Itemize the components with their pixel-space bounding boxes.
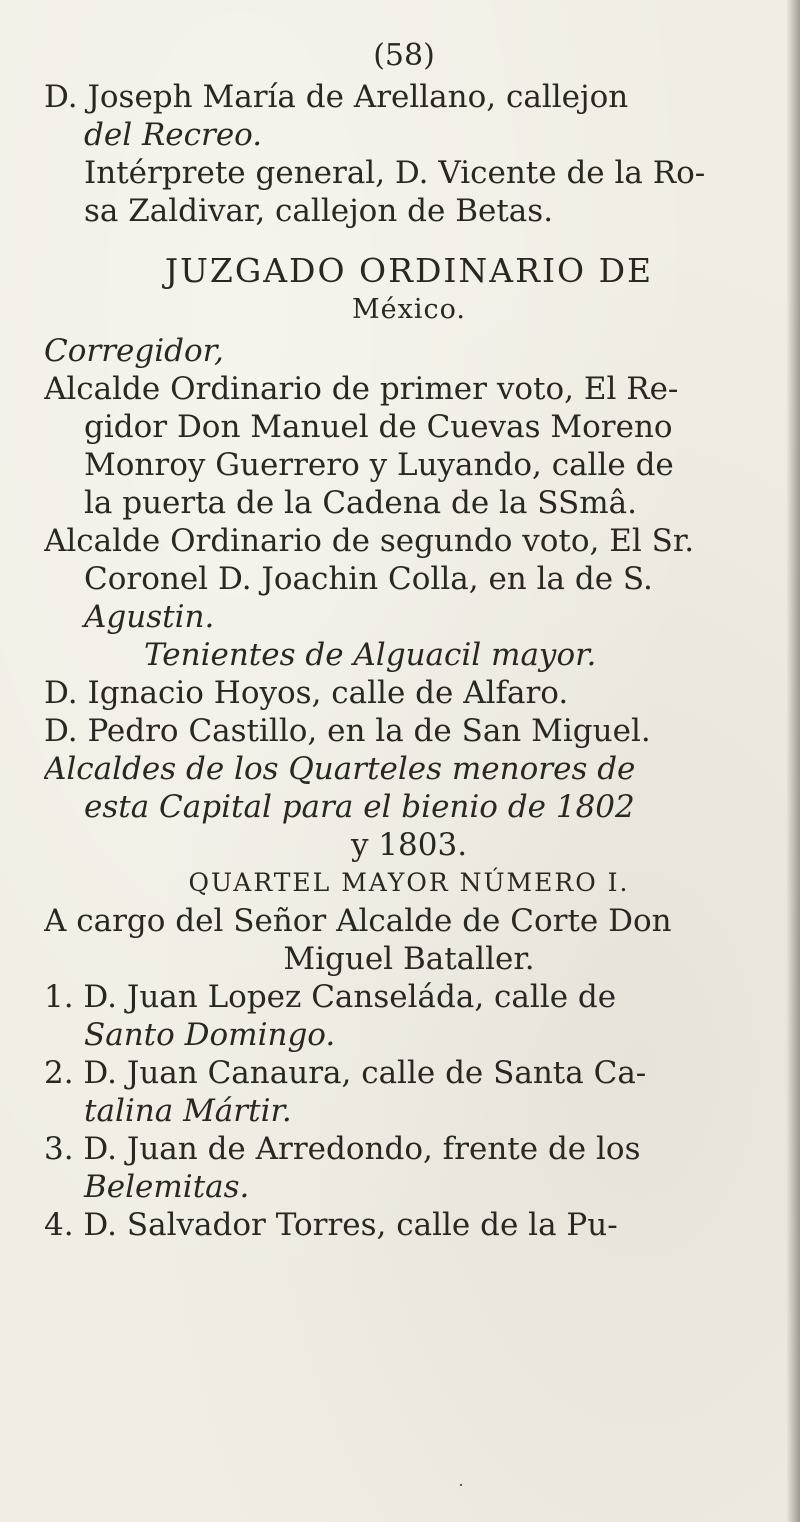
entry-line: Belemitas. xyxy=(84,1169,250,1205)
entry-line: sa Zaldivar, callejon de Betas. xyxy=(84,193,554,229)
entry-line: D. Joseph María de Arellano, callejon xyxy=(44,79,629,115)
page-edge-shadow xyxy=(786,0,800,1522)
entry-line: 3. D. Juan de Arredondo, frente de los xyxy=(44,1131,641,1167)
entry-line: Alcalde Ordinario de segundo voto, El Sr. xyxy=(44,523,695,559)
entry-line: D. Pedro Castillo, en la de San Miguel. xyxy=(44,713,651,749)
document-page xyxy=(44,38,774,1244)
entry-line: la puerta de la Cadena de la SSmâ. xyxy=(84,485,637,521)
office-title: Alcaldes de los Quarteles menores de xyxy=(44,751,636,787)
entry-line: Monroy Guerrero y Luyando, calle de xyxy=(84,447,674,483)
page-folio: (58) xyxy=(373,38,435,73)
entry-line: Santo Domingo. xyxy=(84,1017,336,1053)
entry-line: D. Ignacio Hoyos, calle de Alfaro. xyxy=(44,675,569,711)
entry-line: gidor Don Manuel de Cuevas Moreno xyxy=(84,409,673,445)
entry-line: del Recreo. xyxy=(84,117,263,153)
quartel-heading: QUARTEL MAYOR NÚMERO I. xyxy=(188,868,630,897)
entry-line: 4. D. Salvador Torres, calle de la Pu- xyxy=(44,1207,618,1243)
entry-line: Agustin. xyxy=(84,599,215,635)
entry-line: A cargo del Señor Alcalde de Corte Don xyxy=(44,903,672,939)
office-title: Corregidor, xyxy=(44,333,224,369)
ink-speck-icon: ˙ xyxy=(456,1480,466,1504)
office-title: esta Capital para el bienio de 1802 xyxy=(84,789,635,825)
entry-line: Miguel Bataller. xyxy=(283,941,535,977)
section-subheading: México. xyxy=(352,294,466,325)
entry-line: talina Mártir. xyxy=(84,1093,292,1129)
entry-line: Coronel D. Joachin Colla, en la de S. xyxy=(84,561,653,597)
entry-line: Intérprete general, D. Vicente de la Ro- xyxy=(84,155,706,191)
entry-line: y 1803. xyxy=(350,827,468,863)
entry-line: 2. D. Juan Canaura, calle de Santa Ca- xyxy=(44,1055,647,1091)
entry-line: Alcalde Ordinario de primer voto, El Re- xyxy=(44,371,679,407)
section-heading: JUZGADO ORDINARIO DE xyxy=(164,251,654,290)
office-title: Tenientes de Alguacil mayor. xyxy=(144,637,597,673)
entry-line: 1. D. Juan Lopez Canseláda, calle de xyxy=(44,979,617,1015)
